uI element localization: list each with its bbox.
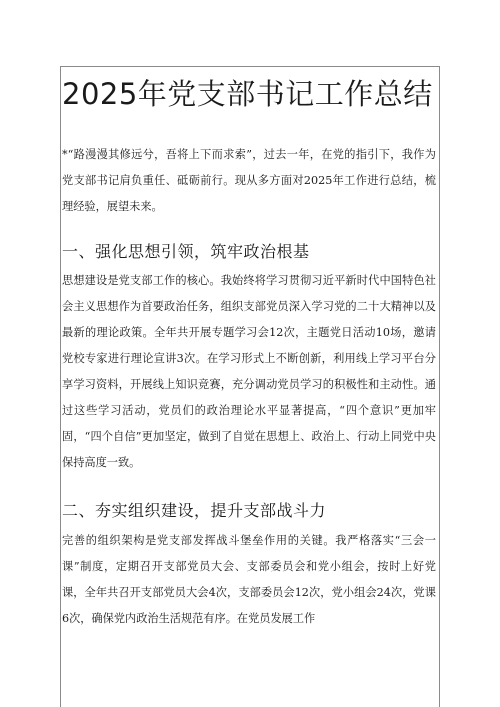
intro-paragraph: *“路漫漫其修远兮，吾将上下而求索”，过去一年，在党的指引下，我作为党支部书记肩负重任、砥砺前行。现从多方面对2025年工作进行总结，梳理经验，展望未来。 [62,148,436,213]
section-heading-2: 二、夯实组织建设，提升支部战斗力 [62,501,327,520]
page-border-left [60,66,61,707]
page-border-right [439,66,440,707]
section-body-2: 完善的组织架构是党支部发挥战斗堡垒作用的关键。我严格落实“三会一课”制度，定期召开支部党员大会、支部委员会和党小组会，按时上好党课，全年共召开支部党员大会4次，支部委员会12次，党小组会24次，党课6次，确保党内政治生活规范有序。在党员发展工作 [62,534,436,625]
section-heading-1: 一、强化思想引领，筑牢政治根基 [62,242,310,261]
document-title: 2025年党支部书记工作总结 [62,77,433,111]
section-body-1: 思想建设是党支部工作的核心。我始终将学习贯彻习近平新时代中国特色社会主义思想作为首要政治任务，组织支部党员深入学习党的二十大精神以及最新的理论政策。全年共开展专题学习会12次，主题党日活动10场，邀请党校专家进行理论宣讲3次。在学习形式上不断创新，利用线上学习平台分享学习资料，开展线上知识竞赛，充分调动党员学习的积极性和主动性。通过这些学习活动，党员们的政治理论水平显著提高，“四个意识”更加牢固，“四个自信”更加坚定，做到了自觉在思想上、政治上、行动上同党中央保持高度一致。 [62,274,436,469]
page-border-top [60,66,440,67]
